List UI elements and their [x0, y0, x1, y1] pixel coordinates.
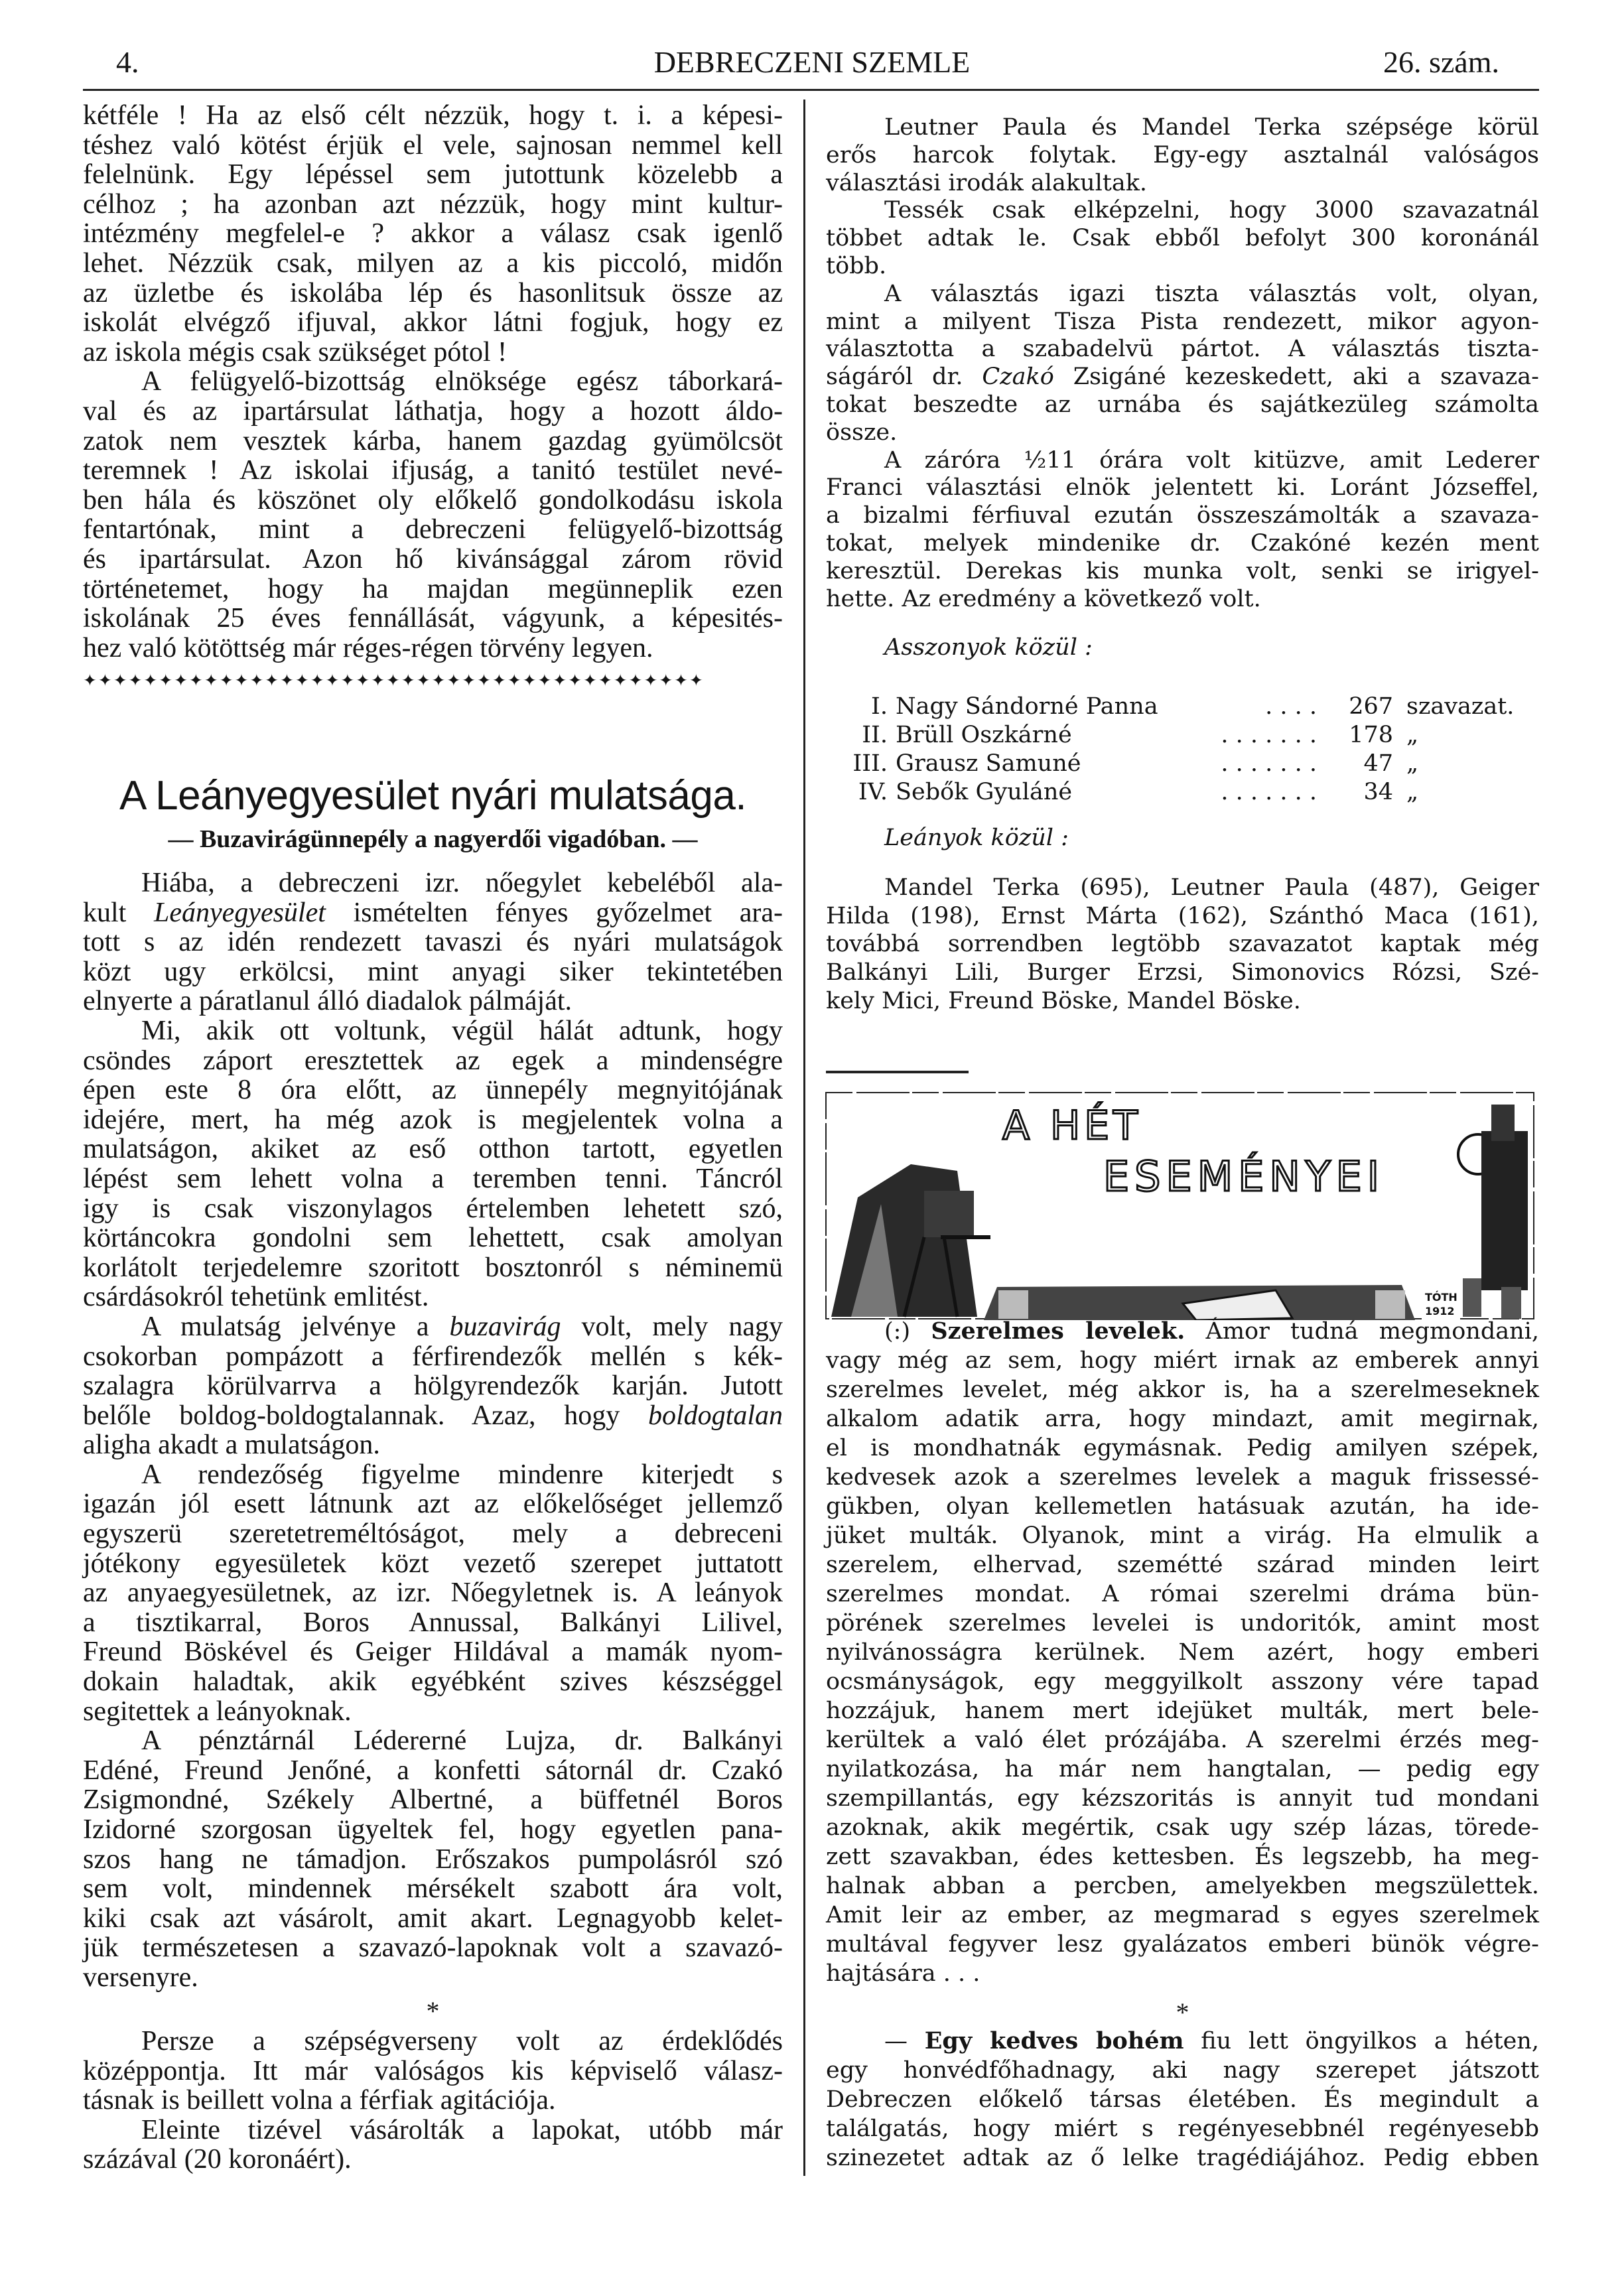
text-line: Amit leir az ember, az megmarad s egyes szerelmek — [826, 1902, 1539, 1928]
results-row — [826, 778, 1539, 807]
women-results-heading: Asszonyok közül : — [884, 634, 1093, 661]
text-line: csokorban pompázott a férfirendezők mellén s kék- — [83, 1341, 783, 1372]
vote-unit: „ — [1406, 779, 1419, 805]
text-line: Izidorné szorgosan ügyeltek fel, hogy egyetlen pana- — [83, 1814, 783, 1845]
text-line: zatok nem vesztek kárba, hanem gazdag gyümölcsöt — [83, 425, 783, 456]
text-line: Hilda (198), Ernst Márta (162), Szánthó Maca (161), — [826, 902, 1539, 929]
article-body — [83, 868, 783, 1993]
text-segment: Ámor tudná megmondani, — [1185, 1318, 1539, 1345]
paragraph — [826, 447, 1539, 614]
text-line: Balkányi Lili, Burger Erzsi, Simonovics Rózsi, Szé- — [826, 959, 1539, 986]
rank-label: IV. — [858, 779, 888, 805]
paragraph — [826, 197, 1539, 280]
text-line: Franci választási elnök jelentett ki. Loránt Józseffel, — [826, 474, 1539, 502]
text-line: igazán jól esett látnunk azt az előkelőséget jellemző — [83, 1489, 783, 1520]
text-line: ben hála és köszönet oly előkelő gondolkodásu iskola — [83, 484, 783, 515]
leader-dots: . . . . — [1265, 693, 1317, 720]
rank-label: III. — [852, 750, 888, 777]
text-line: Zsigmondné, Székely Albertné, a büffetnél Boros — [83, 1784, 783, 1816]
text-line: lépést sem lehett volna a teremben tenni. Táncról — [83, 1163, 783, 1194]
text-line: többet adtak le. Csak ebből befolyt 300 koronánál — [826, 225, 1539, 252]
text-segment: ismételten fényes győzelmet ara- — [325, 897, 783, 928]
text-line: felelnünk. Egy lépéssel sem jutottunk közelebb a — [83, 159, 783, 190]
paragraph — [83, 1460, 783, 1726]
text-line: elnyerte a páratlanul álló diadalok pálmáját. — [83, 986, 573, 1017]
vote-count: 267 — [1349, 693, 1393, 720]
text-segment: belőle boldog-boldogtalannak. Azaz, hogy — [83, 1400, 648, 1431]
issue-number: 26. szám. — [1383, 45, 1499, 79]
italic-text: Czakó — [982, 364, 1054, 391]
bold-lead-text: Szerelmes levelek. — [931, 1317, 1185, 1345]
text-line: ocsmányságok, egy meggyilkolt asszony vére tapad — [826, 1668, 1539, 1695]
text-line: téshez való kötést érjük el vele, sajnosan nemmel kell — [83, 129, 783, 161]
text-line: alkalom adatik arra, hogy mindazt, amit megirnak, — [826, 1406, 1539, 1432]
text-line: a tisztikarral, Boros Annussal, Balkányi Lilivel, — [83, 1607, 783, 1638]
text-line: Mandel Terka (695), Leutner Paula (487), Geiger — [884, 874, 1539, 901]
desk-with-papers-icon — [984, 1285, 1460, 1320]
paragraph — [83, 2027, 783, 2116]
text-line: val és az ipartársulat láthatja, hogy a hozott áldo- — [83, 395, 783, 427]
illustration-title-line1: A HÉT — [1002, 1103, 1142, 1149]
text-line: szerelem, elhervad, szemétté szárad minden leirt — [826, 1552, 1539, 1578]
text-segment: fiu lett öngyilkos a héten, — [1184, 2028, 1539, 2054]
text-line: aligha akadt a mulatságon. — [83, 1430, 380, 1461]
a-het-esemenyei-illustration — [825, 1091, 1535, 1320]
girls-results-heading: Leányok közül : — [884, 825, 1069, 851]
text-segment: (:) — [884, 1318, 931, 1345]
text-line: kiki csak azt vásárolt, amit akart. Legnagyobb kelet- — [83, 1903, 783, 1934]
photographer-figure-icon — [1458, 1105, 1528, 1319]
text-line: kétféle ! Ha az első célt nézzük, hogy t. i. a képesi- — [83, 100, 783, 131]
text-line — [826, 2027, 1539, 2056]
text-line: választotta a szabadelvü pártot. A választás tiszta- — [826, 336, 1539, 363]
paragraph — [826, 114, 1539, 197]
text-line: kedvesek azok a szerelmes levelek a maguk frissessé- — [826, 1464, 1539, 1491]
text-line: az üzletbe és iskolába lép és hasonlitsuk össze az — [83, 277, 783, 308]
text-line: össze. — [826, 419, 898, 446]
text-line: vagy még az sem, hogy miért irnak az emberek annyi — [826, 1347, 1539, 1374]
paragraph — [83, 2116, 783, 2175]
text-line: az iskola mégis csak szükséget pótol ! — [83, 336, 508, 368]
text-line: Persze a szépségverseny volt az érdeklődés — [141, 2026, 783, 2056]
vote-unit: szavazat. — [1406, 693, 1515, 720]
text-line: Eleinte tizével vásárolták a lapokat, utóbb már — [141, 2114, 783, 2145]
text-line: multával fegyver lesz gyalázatos emberi bünök végre- — [826, 1931, 1539, 1958]
previous-article-ending — [83, 101, 783, 663]
text-line: hette. Az eredmény a következő volt. — [826, 585, 1261, 612]
text-line: versenyre. — [83, 1962, 198, 1993]
text-line: kerültek a való élet prózájába. A szerelmi érzés meg- — [826, 1727, 1539, 1753]
girls-results-text — [826, 874, 1539, 1016]
illustration-signature-year: 1912 — [1425, 1305, 1455, 1317]
illustration-title-line2: ESEMÉNYEI — [1103, 1152, 1385, 1201]
boheme-article — [826, 2027, 1539, 2173]
text-line — [826, 364, 1539, 391]
text-line: csárdásokról tehetünk emlitést. — [83, 1282, 429, 1313]
text-line: Leutner Paula és Mandel Terka szépsége körül — [884, 114, 1539, 141]
text-line: találgatás, hogy miért s regényesebbnél regényesebb — [826, 2116, 1539, 2142]
text-line: Hiába, a debreczeni izr. nőegylet kebeléből ala- — [141, 868, 783, 898]
article-subtitle: — Buzavirágünnepély a nagyerdői vigadóban. — — [168, 825, 698, 853]
text-line — [83, 1312, 783, 1342]
publication-title: DEBRECZENI SZEMLE — [653, 45, 971, 79]
vote-unit: „ — [1406, 722, 1419, 748]
text-line: iskolának 25 éves fennállását, vágyunk, a képesités- — [83, 603, 783, 634]
candidate-name: Grausz Samuné — [896, 750, 1081, 777]
vote-count: 47 — [1363, 750, 1393, 777]
text-line: iskolát elvégző ifjuval, akkor látni fogjuk, hogy ez — [83, 307, 783, 338]
text-line: Debreczen előkelő társas életében. És megindult a — [826, 2086, 1539, 2113]
illustration-signature-name: TÓTH — [1425, 1291, 1457, 1304]
text-segment: kult — [83, 897, 155, 928]
text-line: és ipartársulat. Azon hő kivánsággal zárom rövid — [83, 543, 783, 574]
text-line: A választás igazi tiszta választás volt, olyan, — [884, 280, 1539, 307]
section-rule — [826, 1071, 969, 1073]
candidate-name: Sebők Gyuláné — [896, 779, 1073, 805]
text-line: Mi, akik ott voltunk, végül hálát adtunk, hogy — [141, 1015, 783, 1046]
text-segment: Zsigáné kezeskedett, aki a szavaza- — [1053, 364, 1539, 391]
text-line: tott s az idén rendezett tavaszi és nyári mulatságok — [83, 927, 783, 958]
text-line: halnak abban a percben, amelyekben megszülettek. — [826, 1873, 1539, 1899]
paragraph — [826, 1317, 1539, 1988]
leader-dots: . . . . . . . — [1221, 750, 1317, 777]
text-line: keresztül. Derekas kis munka volt, senki se irigyel- — [826, 557, 1539, 584]
article-title: A Leányegyesület nyári mulatsága. — [119, 773, 747, 819]
text-line: jótékony egyesületek közt vezető szerepet juttatott — [83, 1548, 783, 1579]
text-line: történetemet, hogy ha majdan megünneplik ezen — [83, 573, 783, 604]
results-row — [826, 721, 1539, 750]
text-line: választási irodák alakultak. — [826, 169, 1148, 196]
bold-lead-text: Egy kedves bohém — [924, 2027, 1184, 2054]
text-line: segitettek a leányoknak. — [83, 1696, 352, 1727]
candidate-name: Brüll Oszkárné — [896, 722, 1072, 748]
italic-text: Leányegyesület — [154, 897, 326, 928]
ornament-divider: ✦✦✦✦✦✦✦✦✦✦✦✦✦✦✦✦✦✦✦✦✦✦✦✦✦✦✦✦✦✦✦✦✦✦✦✦✦✦✦✦✦ — [83, 671, 705, 690]
text-line: szerelmes levelet, még akkor is, ha a szerelmeseknek — [826, 1377, 1539, 1403]
text-line: kely Mici, Freund Böske, Mandel Böske. — [826, 987, 1301, 1014]
text-line: dokain haladtak, akik egyébként szives készséggel — [83, 1666, 783, 1698]
vote-count: 34 — [1363, 779, 1393, 805]
text-line: teremnek ! Az iskolai ifjuság, a tanitó testület nevé- — [83, 455, 783, 486]
text-line: Tessék csak elképzelni, hogy 3000 szavazatnál — [884, 197, 1539, 224]
column-divider — [803, 100, 805, 2176]
article-body-continued — [83, 2027, 783, 2175]
text-line: tokat beszedte az urnába és sajátkezüleg számolta — [826, 391, 1539, 418]
header-rule — [83, 89, 1539, 91]
text-line: épen este 8 óra előtt, az ünnepély megnyitójának — [83, 1075, 783, 1106]
text-line: szinezetet adtak az ő lelke tragédiájához. Pedig ebben — [826, 2145, 1539, 2171]
italic-text: boldogtalan — [647, 1400, 783, 1431]
text-line — [83, 898, 783, 928]
leader-dots: . . . . . . . — [1221, 722, 1317, 748]
leader-dots: . . . . . . . — [1221, 779, 1317, 805]
text-line: nyilatkozása, ha már nem hangtalan, — pedig egy — [826, 1756, 1539, 1782]
italic-text: buzavirág — [449, 1311, 561, 1342]
paragraph — [83, 101, 783, 367]
text-line — [826, 1317, 1539, 1346]
paragraph — [83, 1312, 783, 1460]
text-line: Freund Böskével és Geiger Hildával a mamák nyom- — [83, 1637, 783, 1668]
text-line: lehet. Nézzük csak, milyen az a kis piccoló, midőn — [83, 247, 783, 279]
section-separator: * — [426, 1996, 440, 2026]
text-line: igy is csak viszonylagos értelemben lehetett szó, — [83, 1193, 783, 1224]
text-line: zett szavakban, édes kettesben. És legszebb, ha meg- — [826, 1844, 1539, 1870]
text-line: gükben, olyan kellemetlen hatásuak azután, ha ide- — [826, 1493, 1539, 1520]
paragraph — [826, 281, 1539, 447]
text-line: hozzájuk, hanem mert idejüket multák, mert bele- — [826, 1698, 1539, 1724]
text-segment: ságáról dr. — [826, 364, 982, 391]
love-letters-article — [826, 1317, 1539, 1988]
text-line — [83, 1401, 783, 1431]
text-line: jük természetesen a szavazó-lapoknak volt a szavazó- — [83, 1932, 783, 1964]
paragraph — [83, 1726, 783, 1992]
text-line: A pénztárnál Lédererné Lujza, dr. Balkányi — [141, 1725, 783, 1757]
text-line: a bizalmi férfiuval ezután összeszámolták a szavaza- — [826, 502, 1539, 529]
rank-label: II. — [862, 722, 888, 748]
candidate-name: Nagy Sándorné Panna — [896, 693, 1158, 720]
text-line: el is mondhatnák egymásnak. Pedig amilyen szépek, — [826, 1435, 1539, 1461]
text-line: hajtására . . . — [826, 1960, 981, 1987]
paragraph — [83, 367, 783, 663]
paragraph — [83, 1016, 783, 1312]
text-line: Edéné, Freund Jenőné, a konfetti sátornál dr. Czakó — [83, 1755, 783, 1786]
results-row — [826, 693, 1539, 721]
women-results-table — [826, 693, 1539, 807]
text-line: egyszerü szeretetreméltóságot, mely a debreceni — [83, 1518, 783, 1550]
text-line: célhoz ; ha azonban azt nézzük, hogy mint kultur- — [83, 188, 783, 220]
text-line: mulatságon, akiket az eső otthon tartott, egyetlen — [83, 1134, 783, 1165]
text-line: szos hang ne támadjon. Erőszakos pumpolásról szó — [83, 1844, 783, 1875]
vote-count: 178 — [1349, 722, 1393, 748]
text-line: mint a milyent Tisza Pista rendezett, mikor agyon- — [826, 308, 1539, 335]
text-line: továbbá sorrendben legtöbb szavazatot kaptak még — [826, 931, 1539, 958]
text-line: A felügyelő-bizottság elnöksége egész táborkará- — [141, 366, 783, 397]
text-segment: — — [884, 2028, 925, 2054]
text-line: körtáncokra gondolni sem lehettett, csak amolyan — [83, 1223, 783, 1254]
results-row — [826, 750, 1539, 778]
text-line: korlátolt terjedelemre szoritott bosztonról s néminemü — [83, 1252, 783, 1283]
paragraph — [83, 868, 783, 1016]
text-line: nyilvánosságra kerülnek. Nem azért, hogy emberi — [826, 1639, 1539, 1666]
text-line: szalagra körülvarrva a hölgyrendezők karján. Jutott — [83, 1371, 783, 1402]
text-line: tokat, melyek mindenike dr. Czakóné kezén ment — [826, 529, 1539, 557]
text-line: A záróra ½11 órára volt kitüzve, amit Lederer — [884, 446, 1539, 474]
text-line: fentartónak, mint a debreczeni felügyelő-bizottság — [83, 514, 783, 545]
text-line: pörének szerelmes levelei is undoritók, amint most — [826, 1610, 1539, 1637]
text-line: közt ugy erkölcsi, mint anyagi siker tekintetében — [83, 956, 783, 987]
text-line: intézmény megfelel-e ? akkor a válasz csak igenlő — [83, 218, 783, 249]
page-number: 4. — [116, 45, 139, 79]
text-line: több. — [826, 252, 887, 279]
text-line: idejére, mert, ha még azok is megjelentek volna a — [83, 1104, 783, 1135]
camera-on-tripod-icon — [831, 1164, 990, 1317]
text-line: középpontja. Itt már valóságos kis képviselő válasz- — [83, 2055, 783, 2086]
text-line: azoknak, akik megértik, csak ugy szép lázas, törede- — [826, 1814, 1539, 1841]
text-segment: A mulatság jelvénye a — [141, 1311, 450, 1342]
paragraph — [826, 874, 1539, 1016]
election-text — [826, 114, 1539, 613]
text-line: sem volt, mindennek mérsékelt szabott ára volt, — [83, 1873, 783, 1905]
text-segment: volt, mely nagy — [561, 1311, 783, 1342]
illustration-drawing — [825, 1091, 1535, 1320]
text-line: egy honvédfőhadnagy, aki nagy szerepet játszott — [826, 2057, 1539, 2084]
text-line: A rendezőség figyelme mindenre kiterjedt s — [141, 1459, 783, 1490]
text-line: jüket multák. Olyanok, mint a virág. Ha elmulik a — [826, 1522, 1539, 1549]
vote-unit: „ — [1406, 750, 1419, 777]
text-line: hez való kötöttség már réges-régen törvény legyen. — [83, 632, 653, 663]
text-line: szerelmes mondat. A római szerelmi dráma bün- — [826, 1581, 1539, 1607]
text-line: az anyaegyesületnek, az izr. Nőegyletnek is. A leányok — [83, 1578, 783, 1609]
text-line: erős harcok folytak. Egy-egy asztalnál valóságos — [826, 141, 1539, 168]
paragraph — [826, 2027, 1539, 2173]
text-line: százával (20 koronáért). — [83, 2144, 352, 2175]
section-separator-right: * — [1176, 1997, 1189, 2027]
text-line: tásnak is beillett volna a férfiak agitációja. — [83, 2085, 556, 2116]
text-line: szempillantás, egy kézszoritás is annyit tud mondani — [826, 1785, 1539, 1812]
rank-label: I. — [871, 693, 888, 720]
text-line: csöndes záport eresztettek az egek a mindenségre — [83, 1045, 783, 1076]
